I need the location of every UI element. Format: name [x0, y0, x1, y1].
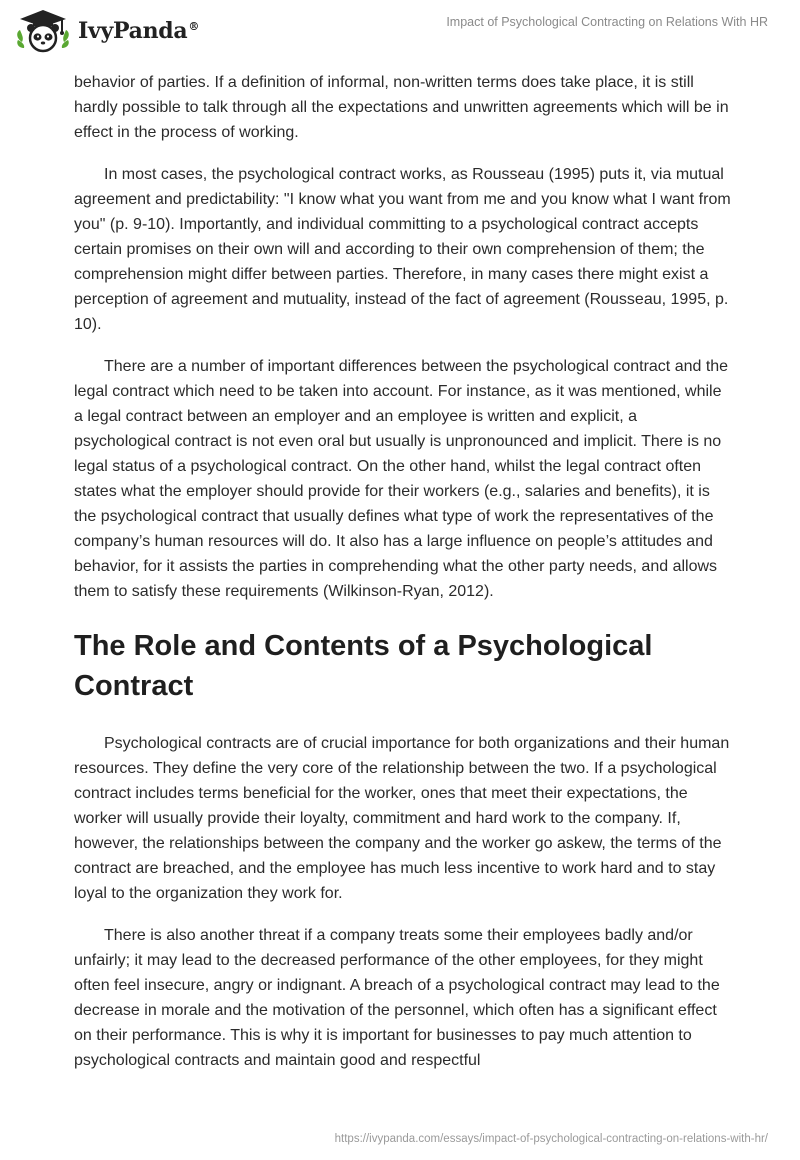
essay-body [74, 70, 734, 1090]
paragraph-5: There is also another threat if a company treats some their employees badly and/or unfairly; it may lead to the decreased performance of the other employees, for they might often feel insecure, angry or indignant. A breach of a psychological contract may lead to the decrease in morale and the motivation of the personnel, which often has a significant effect on their performance. This is why it is important for businesses to pay much attention to psychological contracts and maintain good and respectful [74, 927, 720, 1069]
page-header [0, 0, 800, 64]
logo-text: IvyPanda® [78, 18, 200, 44]
paragraph-4: Psychological contracts are of crucial importance for both organizations and their human resources. They define the very core of the relationship between the two. If a psychological contract includes terms beneficial for the worker, ones that meet their expectations, the worker will usually provide their loyalty, commitment and hard work to the company. If, however, the relationships between the company and the worker go askew, the terms of the contract are breached, and the employee has much less incentive to work hard and to stay loyal to the organization they work for. [74, 735, 730, 902]
panda-graduate-icon [14, 8, 72, 54]
paragraph-1: behavior of parties. If a definition of informal, non-written terms does take place, it is still hardly possible to talk through all the expectations and unwritten agreements which will be in effect in the process of working. [74, 74, 729, 141]
section-heading: The Role and Contents of a Psychological Contract [74, 630, 653, 702]
paragraph-2: In most cases, the psychological contract works, as Rousseau (1995) puts it, via mutual agreement and predictability: "I know what you want from me and you know what I want from you" (p. 9-10). Importantly, and individual committing to a psychological contract accepts certain promises on their own will and according to their own comprehension of them; the comprehension might differ between parties. Therefore, in many cases there might exist a perception of agreement and mutuality, instead of the fact of agreement (Rousseau, 1995, p. 10). [74, 166, 731, 333]
source-url[interactable]: https://ivypanda.com/essays/impact-of-psychological-contracting-on-relations-with-hr/ [334, 1133, 768, 1145]
ivypanda-logo[interactable] [14, 8, 199, 54]
paragraph-3: There are a number of important differences between the psychological contract and the legal contract which need to be taken into account. For instance, as it was mentioned, while a legal contract between an employer and an employee is written and explicit, a psychological contract is not even oral but usually is unpronounced and implicit. There is no legal status of a psychological contract. On the other hand, whilst the legal contract often states what the employer should provide for their workers (e.g., salaries and benefits), it is the psychological contract that usually defines what type of work the representatives of the company’s human resources will do. It also has a large influence on people’s attitudes and behavior, for it assists the parties in comprehending what the other party needs, and allows them to satisfy these requirements (Wilkinson-Ryan, 2012). [74, 358, 729, 600]
document-title: Impact of Psychological Contracting on Relations With HR [446, 15, 768, 29]
